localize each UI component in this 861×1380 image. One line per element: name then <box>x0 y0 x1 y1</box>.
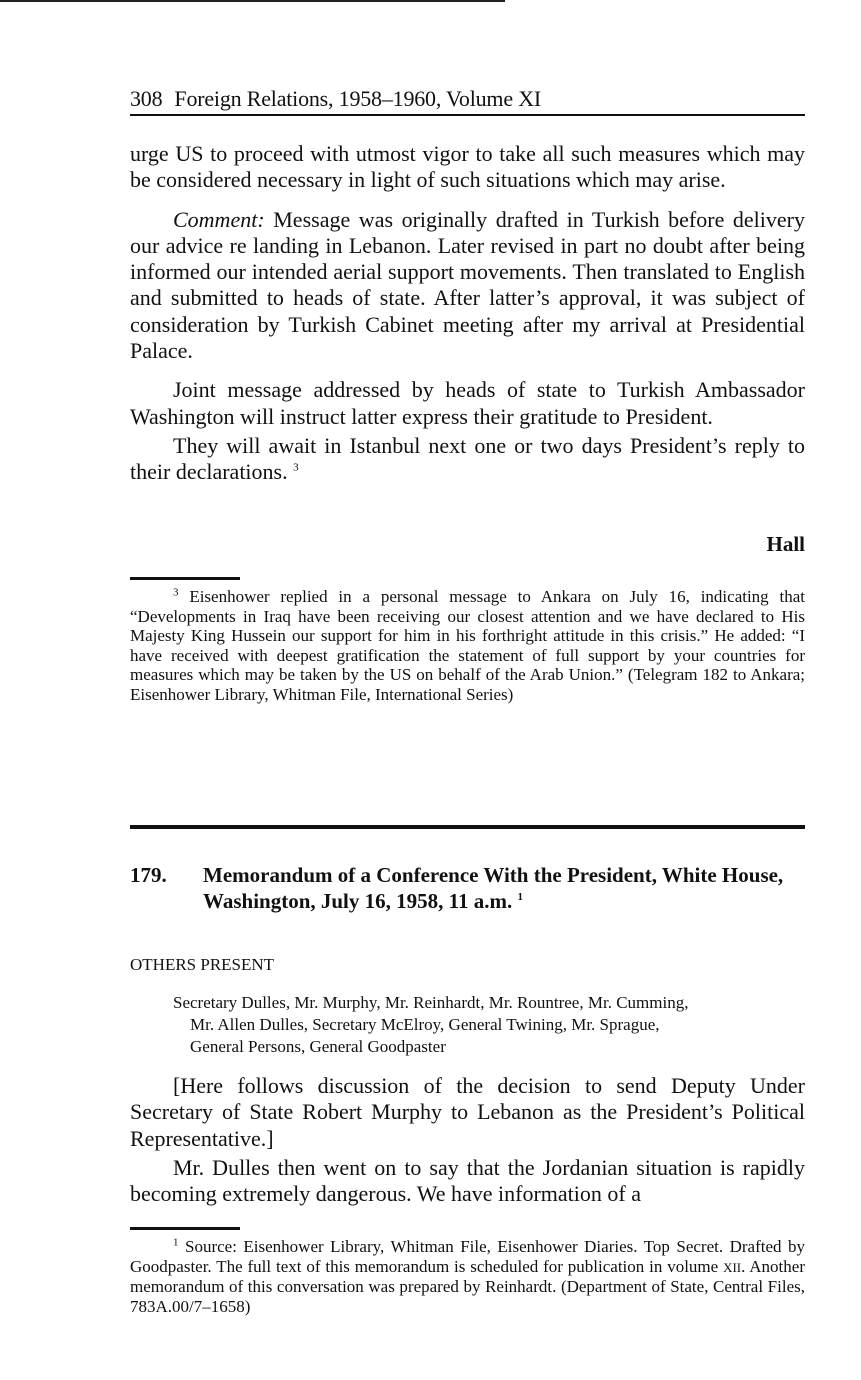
footnote-rule <box>130 577 240 580</box>
body-text-top <box>130 141 805 486</box>
attendees-list <box>173 992 793 1058</box>
footnote-1-text: Source: Eisenhower Library, Whitman File, Eisenhower Diaries. Top Secret. Drafted by Goodpaster. The full text of this memorandum is scheduled for publication in volume <box>130 1237 805 1276</box>
footnote-3-text: Eisenhower replied in a personal message to Ankara on July 16, indicating that “Developments in Iraq have been receiving our closest attention and we have declared to His Majesty King Hussein our support for him in his forthright attitude in this crisis.” He added: “I have received with deepest gratification the statement of full support by your countries for measures which may be taken by the US on behalf of the Arab Union.” (Telegram 182 to Ankara; Eisenhower Library, Whitman File, International Series) <box>130 587 805 704</box>
running-title: Foreign Relations, 1958–1960, Volume XI <box>174 86 542 111</box>
attendees-line: General Persons, General Goodpaster <box>190 1037 446 1056</box>
footnote-3 <box>130 587 805 704</box>
footnote-1-marker: 1 <box>173 1236 179 1249</box>
section-divider <box>130 825 805 829</box>
footnote-rule <box>130 1227 240 1230</box>
paragraph-continued: urge US to proceed with utmost vigor to take all such measures which may be considered necessary in light of such situations which may arise. <box>130 141 805 193</box>
await-text: They will await in Istanbul next one or two days President’s reply to their declarations. <box>130 432 805 485</box>
top-edge-rule <box>0 0 505 2</box>
document-title <box>203 862 803 914</box>
await-paragraph <box>130 433 805 486</box>
body-text-bottom <box>130 1073 805 1207</box>
attendees-line: Mr. Allen Dulles, Secretary McElroy, General Twining, Mr. Sprague, <box>190 1015 660 1034</box>
editorial-note-paragraph: [Here follows discussion of the decision to send Deputy Under Secretary of State Robert Murphy to Lebanon as the President’s Political Representative.] <box>130 1073 805 1151</box>
running-header <box>130 84 805 116</box>
volume-number: XII <box>723 1259 742 1275</box>
comment-paragraph <box>130 207 805 365</box>
comment-text: Message was originally drafted in Turkish before delivery our advice re landing in Lebanon. Later revised in part no doubt after being informed our intended aerial support movements. Then translated to English and submitted to heads of state. After latter’s approval, it was subject of consideration by Turkish Cabinet meeting after my arrival at Presidential Palace. <box>130 206 805 364</box>
footnote-1-text-end: . Another memorandum of this conversation was prepared by Reinhardt. (Department of State, Central Files, 783A.00/7–1658) <box>130 1256 805 1316</box>
footnote-3-marker: 3 <box>173 586 179 599</box>
others-present-label: OTHERS PRESENT <box>130 955 275 974</box>
footnote-ref-3: 3 <box>293 461 299 474</box>
attendees-line: Secretary Dulles, Mr. Murphy, Mr. Reinhardt, Mr. Rountree, Mr. Cumming, <box>173 993 689 1012</box>
document-number: 179. <box>130 863 167 887</box>
dulles-paragraph: Mr. Dulles then went on to say that the Jordanian situation is rapidly becoming extremely dangerous. We have information of a <box>130 1154 805 1207</box>
page-number: 308 <box>130 86 163 111</box>
signature: Hall <box>766 532 805 556</box>
document-title-text: Memorandum of a Conference With the President, White House, Washington, July 16, 1958, 11 a.m. <box>203 863 784 913</box>
joint-message-paragraph: Joint message addressed by heads of state to Turkish Ambassador Washington will instruct latter express their gratitude to President. <box>130 377 805 429</box>
footnote-1 <box>130 1237 805 1316</box>
comment-label: Comment: <box>173 206 265 232</box>
footnote-ref-1: 1 <box>517 891 523 903</box>
